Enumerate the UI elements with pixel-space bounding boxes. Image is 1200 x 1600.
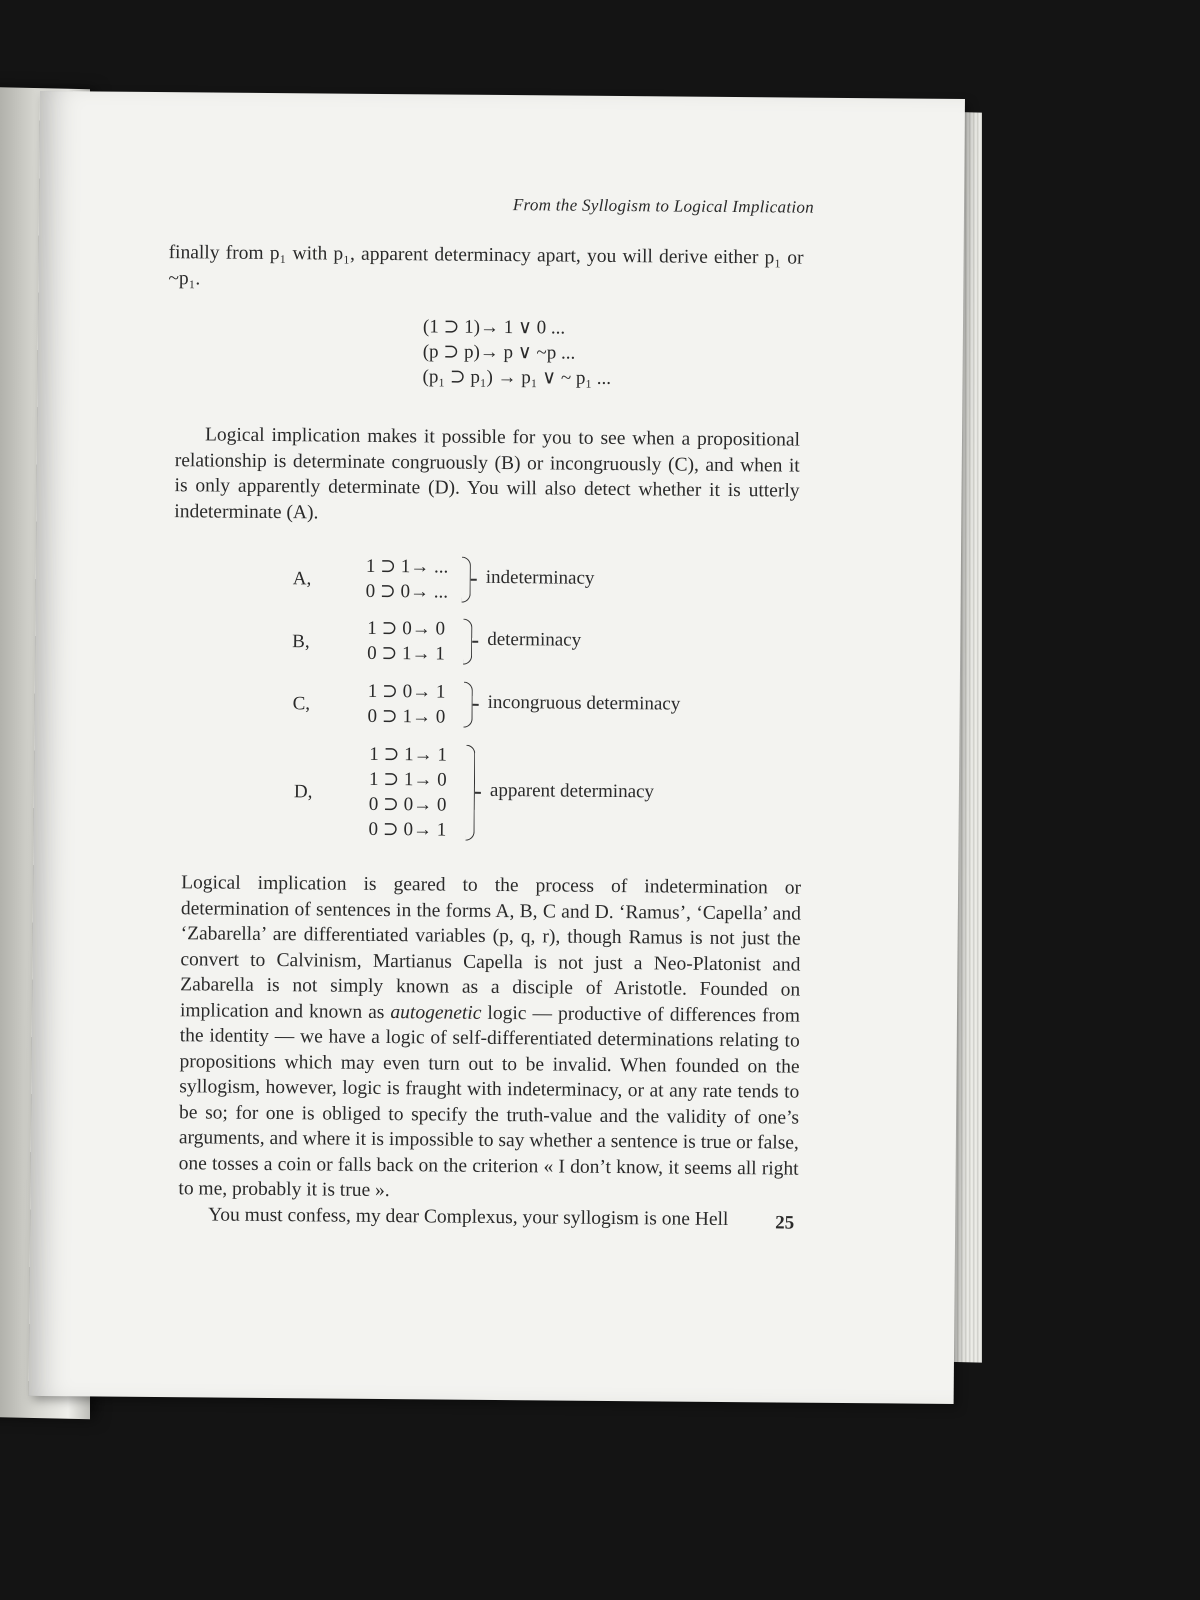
group-label: C, bbox=[292, 693, 311, 715]
brace bbox=[463, 682, 472, 728]
page-number: 25 bbox=[775, 1212, 795, 1234]
group-lines bbox=[368, 742, 447, 843]
group-line: 0 ⊃ 1→ 1 bbox=[367, 642, 445, 665]
group-line: 1 ⊃ 0→ 1 bbox=[367, 680, 446, 703]
paragraph-3-text-a: Logical implication is geared to the process of indetermination or determination of sentences in the forms A, B, C and D. ‘Ramus’, ‘Capella’ and ‘Zabarella’ are differentiated variables (p, q, r), though Ramus is not just the convert to Calvinism, Martianus Capella is not just a Neo-Platonist and Zabarella is not simply known as a disciple of Aristotle. Founded on implication and known as bbox=[179, 872, 802, 1023]
group-line: 0 ⊃ 0→ 1 bbox=[368, 818, 447, 841]
paragraph-2: Logical implication makes it possible for you to see when a propositional relationship is determinate congruously (B) or incongruously (C), and when it is only apparently determinate (D). You will also detect whether it is utterly indeterminate (A). bbox=[174, 424, 801, 523]
group-line: 1 ⊃ 0→ 0 bbox=[367, 617, 446, 640]
group-line: 0 ⊃ 0→ 0 bbox=[368, 793, 447, 816]
formula-block bbox=[422, 314, 611, 391]
group-label: B, bbox=[292, 631, 310, 653]
formula-line: (p ⊃ p)→ p ∨ ~p ... bbox=[422, 341, 576, 364]
group-line: 1 ⊃ 1→ 0 bbox=[368, 768, 447, 791]
group-line: 0 ⊃ 1→ 0 bbox=[367, 705, 446, 728]
paragraph-3-emphasis: autogenetic bbox=[390, 1001, 482, 1024]
brace bbox=[463, 619, 472, 665]
paragraph-3 bbox=[178, 870, 801, 1232]
group-line: 1 ⊃ 1→ 1 bbox=[369, 743, 448, 766]
brace bbox=[465, 745, 475, 841]
group-lines bbox=[366, 554, 449, 605]
group-lines bbox=[367, 616, 445, 667]
group-description: determinacy bbox=[487, 628, 582, 651]
formula-line: (1 ⊃ 1)→ 1 ∨ 0 ... bbox=[422, 316, 566, 339]
group-line: 0 ⊃ 0→ ... bbox=[365, 580, 449, 603]
paragraph-1: finally from p₁ with p₁, apparent determinacy apart, you will derive either p₁ or ~p₁. bbox=[168, 242, 804, 289]
group-lines bbox=[367, 679, 445, 730]
group-description: indeterminacy bbox=[485, 566, 595, 589]
group-line: 1 ⊃ 1→ ... bbox=[365, 555, 449, 578]
group-label: D, bbox=[293, 781, 313, 803]
running-head: From the Syllogism to Logical Implication bbox=[512, 195, 815, 217]
formula-line: (p₁ ⊃ p₁) → p₁ ∨ ~ p₁ ... bbox=[422, 366, 612, 389]
brace bbox=[462, 557, 471, 603]
paragraph-4: You must confess, my dear Complexus, your syllogism is one Hell bbox=[208, 1203, 729, 1230]
book-page bbox=[29, 91, 965, 1404]
group-description: apparent determinacy bbox=[489, 779, 655, 803]
paragraph-3-text-b: logic — productive of differences from the identity — we have a logic of self-differentiated determinations relating to propositions which may even turn out to be invalid. When founded on the syllogism, however, logic is fraught with indeterminacy, or at any rate tends to be so; for one is obliged to specify the truth-value and the validity of one’s arguments, and where it is impossible to say whether a sentence is true or false, one tosses a coin or falls back on the criterion « I don’t know, it seems all right to me, probably it is true ». bbox=[178, 1002, 801, 1202]
group-label: A, bbox=[292, 568, 312, 590]
group-description: incongruous determinacy bbox=[487, 691, 681, 715]
